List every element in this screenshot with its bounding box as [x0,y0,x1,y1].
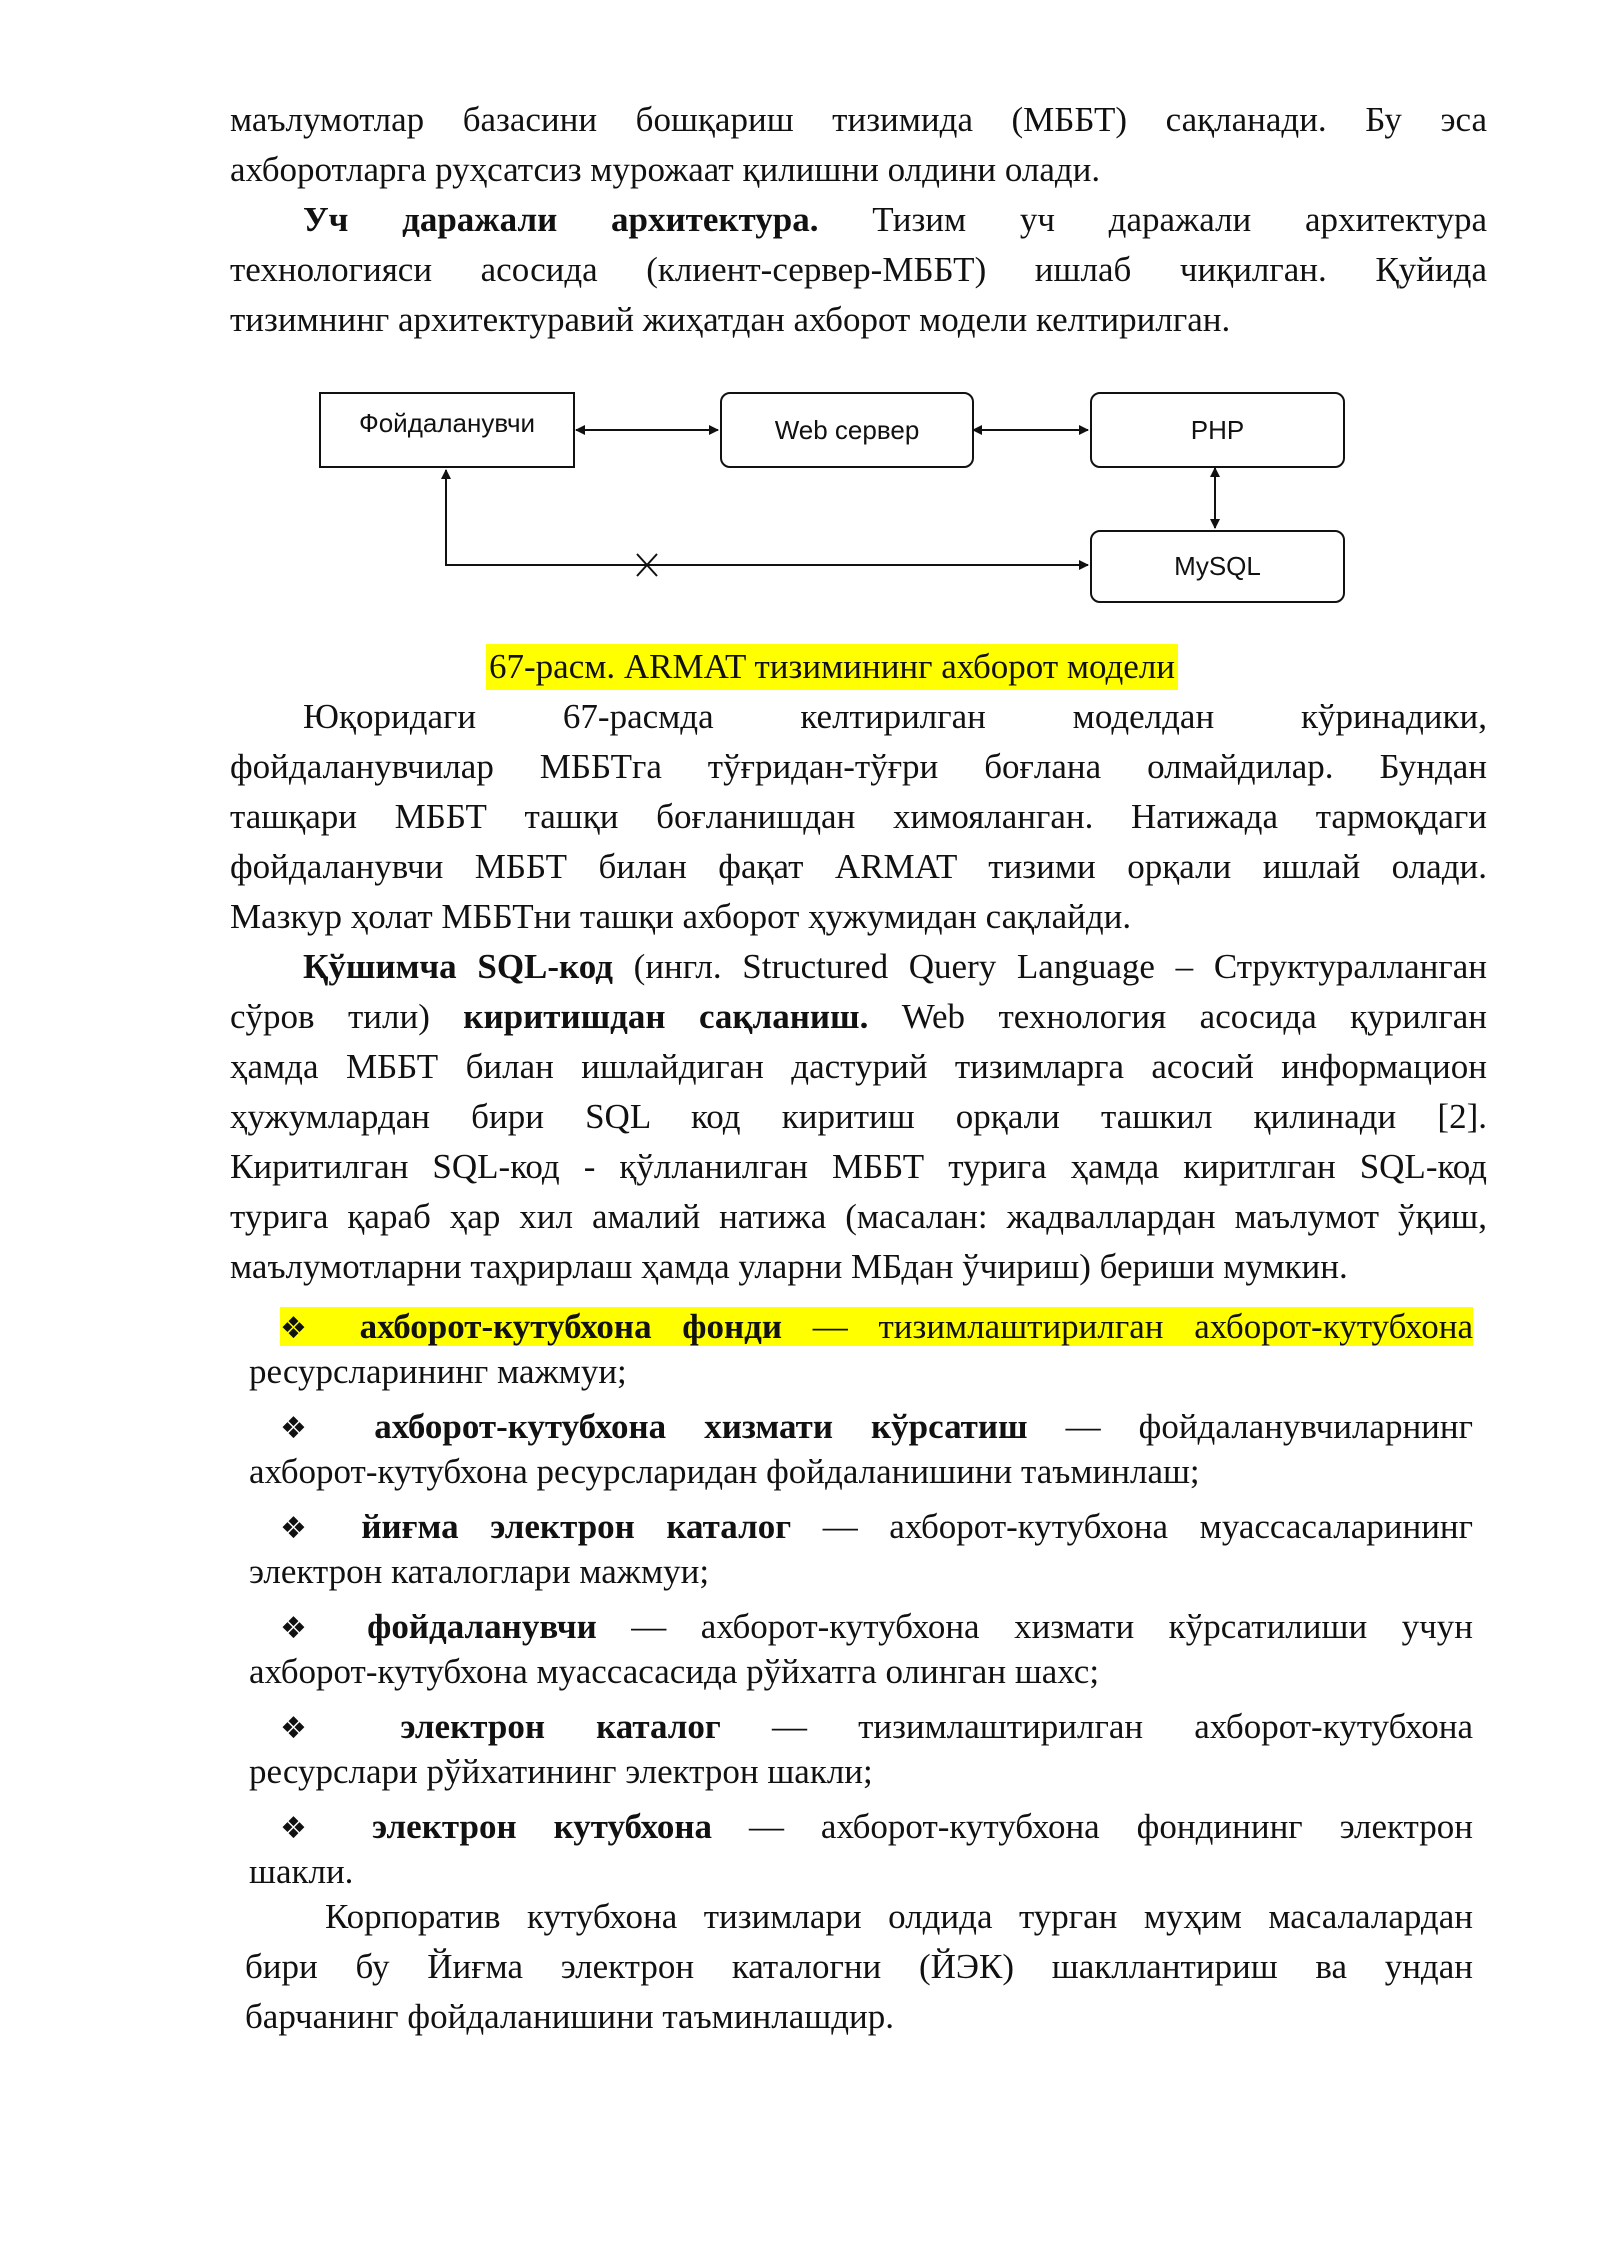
mysql-box: MySQL [1090,530,1345,603]
para2-heading: Уч даражали архитектура. [303,200,819,239]
arrow-mysql-user-blocked [446,470,1088,565]
para4-heading: Қўшимча SQL-код [303,947,613,986]
bullet-1-text: тизимлаштирилган ахборот-кутубхона [878,1307,1473,1346]
bullet-1-highlight [280,1307,1473,1346]
diamond-bullet-icon: ❖ [280,1611,333,1646]
para4-line2 [230,992,1487,1042]
diamond-bullet-icon: ❖ [280,1511,330,1546]
bullet-4-text: ахборот-кутубхона хизмати кўрсатилиши учун [700,1607,1474,1646]
para2-line2: технологияси асосида (клиент-сервер-МББТ) ишлаб чиқилган. Қуйида [230,250,1487,289]
bullet-4-term: фойдаланувчи [367,1607,597,1646]
bullet-3-term: йиғма электрон каталог [361,1507,792,1546]
bullet-3-line2: электрон каталоглари мажмуи; [249,1552,710,1591]
para2-line3: тизимнинг архитектуравий жиҳатдан ахборот модели келтирилган. [230,300,1231,339]
para4-line3: ҳамда МББТ билан ишлайдиган дастурий тизимларга асосий информацион [230,1047,1487,1086]
diamond-bullet-icon: ❖ [280,1411,337,1446]
para4-line1 [303,942,1487,992]
para5-line3: барчанинг фойдаланишини таъминлашдир. [245,1997,895,2036]
bullet-6-term: электрон кутубхона [372,1807,713,1846]
bullet-2-term: ахборот-кутубхона хизмати кўрсатиш [374,1407,1028,1446]
para4-line2-pre: сўров тили) [230,997,464,1036]
para3-line2: фойдаланувчилар МББТга тўғридан-тўғри боғлана олмайдилар. Бундан [230,747,1487,786]
bullet-2-dash: — [1027,1407,1139,1446]
para2-line1 [303,195,1487,245]
para3-line5: Мазкур ҳолат МББТни ташқи ахборот ҳужумидан сақлайди. [230,897,1132,936]
diamond-bullet-icon: ❖ [280,1811,336,1846]
para2-line1-text: Тизим уч даражали архитектура [872,200,1487,239]
bullet-5-dash: — [720,1707,859,1746]
bullet-6-line2: шакли. [249,1852,354,1891]
bullet-2-text: фойдаланувчиларнинг [1138,1407,1474,1446]
bullet-5-term: электрон каталог [400,1707,721,1746]
para4-heading2: киритишдан сақланиш. [463,997,869,1036]
web-server-box: Web сервер [720,392,974,468]
para3-line4: фойдаланувчи МББТ билан фақат ARMAT тизими орқали ишлай олади. [230,847,1487,886]
bullet-1-dash: — [782,1307,879,1346]
php-box: PHP [1090,392,1345,468]
para5-line1: Корпоратив кутубхона тизимлари олдида турган муҳим масалалардан [325,1897,1473,1936]
para5-line2: бири бу Йиғма электрон каталогни (ЙЭК) шакллантириш ва ундан [245,1947,1473,1986]
figure-caption: 67-расм. ARMAT тизимининг ахборот модели [486,644,1178,690]
bullet-1-line2: ресурсларининг мажмуи; [249,1352,627,1391]
para4-line2-text: Web технология асосида қурилган [868,997,1487,1036]
bullet-3-text: ахборот-кутубхона муассасаларининг [889,1507,1474,1546]
para4-line1-text: (ингл. Structured Query Language – Структуралланган [612,947,1487,986]
bullet-5-line2: ресурслари рўйхатининг электрон шакли; [249,1752,873,1791]
bullet-4-dash: — [596,1607,701,1646]
bullet-5-text: тизимлаштирилган ахборот-кутубхона [858,1707,1473,1746]
bullet-4-line2: ахборот-кутубхона муассасасида рўйхатга олинган шахс; [249,1652,1100,1691]
para3-line1: Юқоридаги 67-расмда келтирилган моделдан кўринадики, [303,697,1487,736]
para1-line2: ахборотларга руҳсатсиз мурожаат қилишни олдини олади. [230,150,1101,189]
bullet-6-dash: — [712,1807,821,1846]
para4-line7: маълумотларни таҳрирлаш ҳамда уларни МБдан ўчириш) бериши мумкин. [230,1247,1348,1286]
para4-line6: турига қараб ҳар хил амалий натижа (масалан: жадваллардан маълумот ўқиш, [230,1197,1487,1236]
para1-line1: маълумотлар базасини бошқариш тизимида (МББТ) сақланади. Бу эса [230,100,1487,139]
bullet-3-dash: — [791,1507,890,1546]
diamond-bullet-icon: ❖ [280,1711,350,1746]
bullet-6-text: ахборот-кутубхона фондининг электрон [820,1807,1473,1846]
para4-line4: ҳужумлардан бири SQL код киритиш орқали ташкил қилинади [2]. [230,1097,1487,1136]
architecture-diagram [315,385,1350,610]
user-box: Фойдаланувчи [319,392,575,468]
para4-line5: Киритилган SQL-код - қўлланилган МББТ турига ҳамда киритлган SQL-код [230,1147,1487,1186]
para3-line3: ташқари МББТ ташқи боғланишдан химояланган. Натижада тармоқдаги [230,797,1487,836]
diamond-bullet-icon: ❖ [280,1311,329,1346]
bullet-1-term: ахборот-кутубхона фонди [359,1307,783,1346]
bullet-2-line2: ахборот-кутубхона ресурсларидан фойдаланишини таъминлаш; [249,1452,1200,1491]
